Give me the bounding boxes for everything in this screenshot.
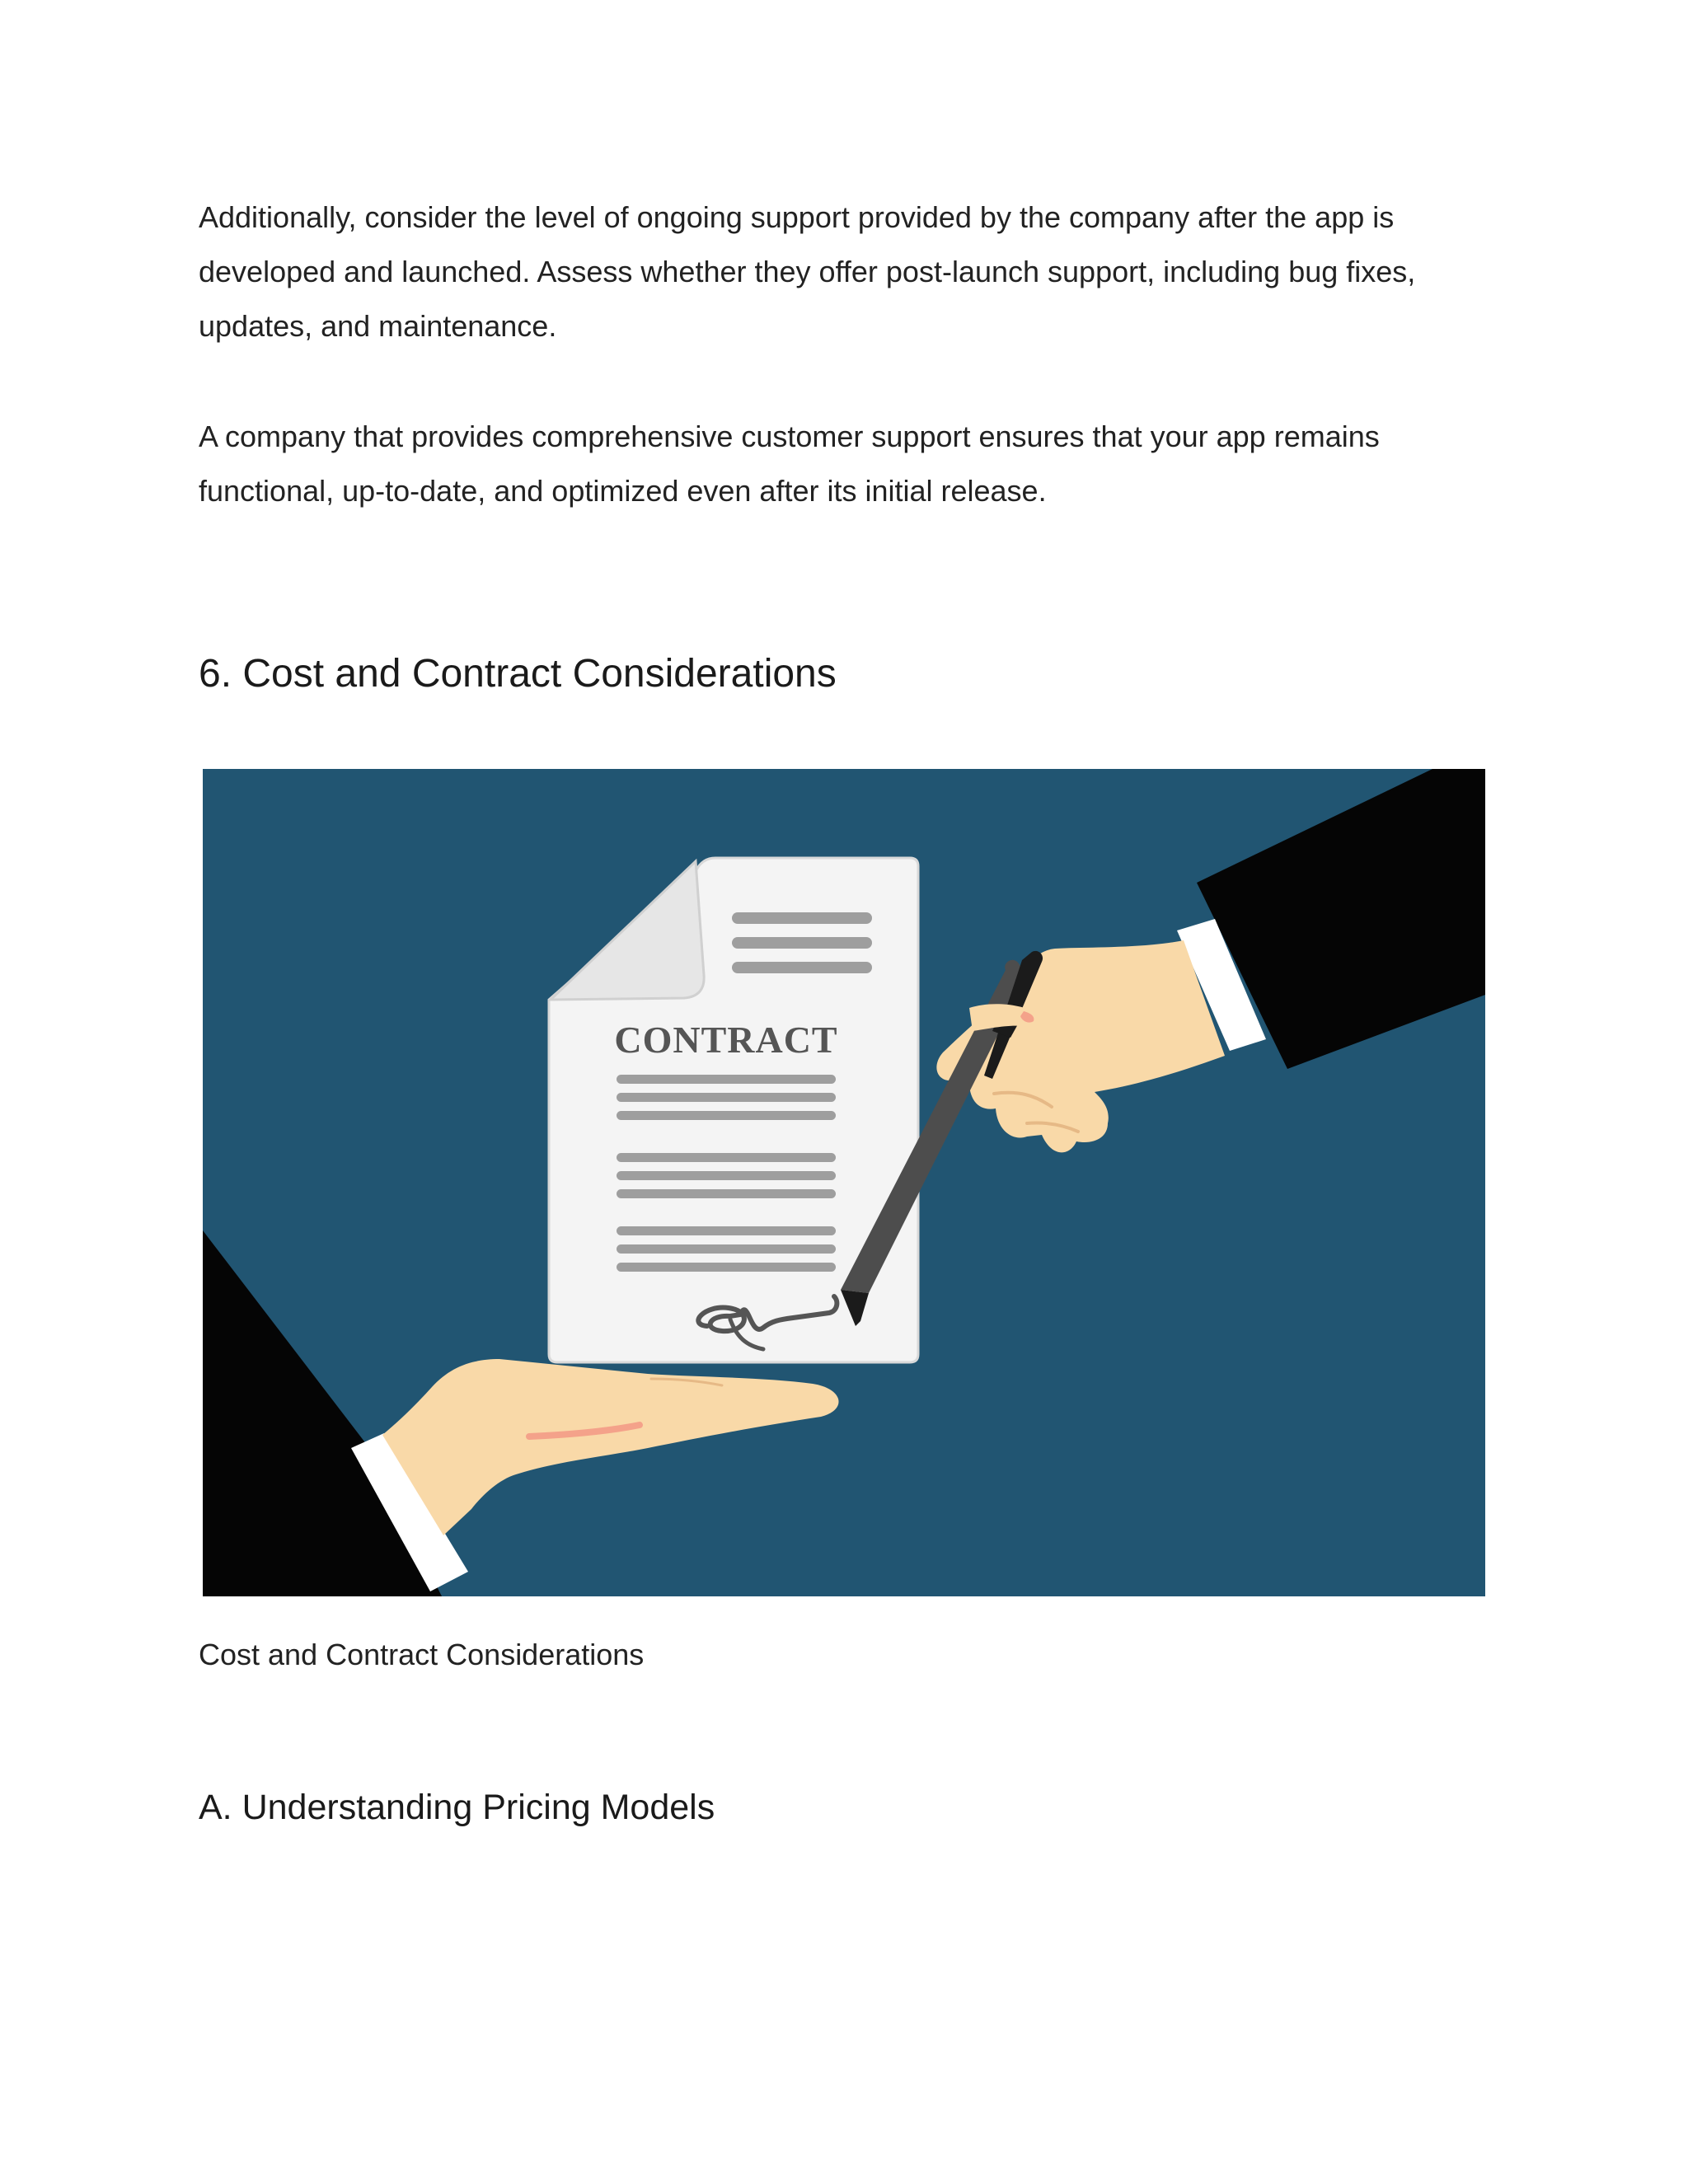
contract-title: CONTRACT: [614, 1019, 838, 1061]
document-line: [617, 1075, 836, 1084]
document-line: [617, 1093, 836, 1102]
document-line: [732, 912, 872, 924]
subsection-heading: A. Understanding Pricing Models: [199, 1788, 715, 1827]
document-line: [732, 962, 872, 973]
document-line: [617, 1226, 836, 1235]
document-line: [617, 1263, 836, 1272]
document-line: [732, 937, 872, 949]
paragraph-ongoing-support: Additionally, consider the level of ongoing support provided by the company after the app is developed and launched. Assess whether they offer post-launch support, including bug fixes, updates, and maintenance.: [199, 200, 1416, 343]
document-line: [617, 1244, 836, 1254]
figure-caption: Cost and Contract Considerations: [199, 1638, 645, 1671]
document-line: [617, 1111, 836, 1120]
contract-illustration-svg: [203, 769, 1485, 1596]
paragraph-customer-support: A company that provides comprehensive customer support ensures that your app remains functional, up-to-date, and optimized even after its initial release.: [199, 419, 1380, 508]
document-line: [617, 1153, 836, 1162]
document-line: [617, 1189, 836, 1198]
document-line: [617, 1171, 836, 1180]
contract-illustration: [203, 769, 1485, 1596]
section-heading: 6. Cost and Contract Considerations: [199, 652, 837, 696]
